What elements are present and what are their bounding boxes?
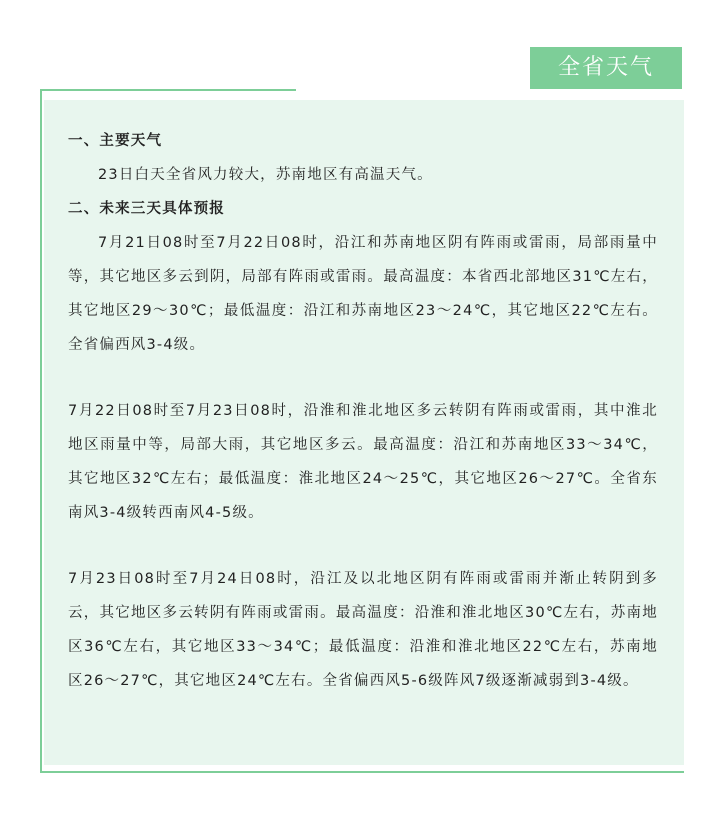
paragraph-spacer: [68, 362, 658, 394]
paragraph-spacer: [68, 530, 658, 562]
forecast-content: [68, 124, 658, 698]
forecast-day3-paragraph: 7月23日08时至7月24日08时，沿江及以北地区阴有阵雨或雷雨并渐止转阴到多云，其它地区多云转阴有阵雨或雷雨。最高温度：沿淮和淮北地区30℃左右，苏南地区36℃左右，其它地区33～34℃；最低温度：沿淮和淮北地区22℃左右，苏南地区26～27℃，其它地区24℃左右。全省偏西风5-6级阵风7级逐渐减弱到3-4级。: [68, 571, 658, 689]
forecast-day1-paragraph: 7月21日08时至7月22日08时，沿江和苏南地区阴有阵雨或雷雨，局部雨量中等，其它地区多云到阴，局部有阵雨或雷雨。最高温度：本省西北部地区31℃左右，其它地区29～30℃；最低温度：沿江和苏南地区23～24℃，其它地区22℃左右。全省偏西风3-4级。: [68, 235, 658, 353]
section-title-tab: 全省天气: [530, 47, 682, 89]
frame-bottom-divider: [40, 771, 684, 773]
frame-left-divider: [40, 89, 42, 773]
section-heading-main-weather: 一、主要天气: [68, 133, 163, 149]
section-heading-three-day-forecast: 二、未来三天具体预报: [68, 201, 225, 217]
main-weather-paragraph: 23日白天全省风力较大，苏南地区有高温天气。: [98, 167, 433, 183]
frame-top-divider: [40, 89, 296, 91]
forecast-day2-paragraph: 7月22日08时至7月23日08时，沿淮和淮北地区多云转阴有阵雨或雷雨，其中淮北地区雨量中等，局部大雨，其它地区多云。最高温度：沿江和苏南地区33～34℃，其它地区32℃左右；最低温度：淮北地区24～25℃，其它地区26～27℃。全省东南风3-4级转西南风4-5级。: [68, 403, 658, 521]
